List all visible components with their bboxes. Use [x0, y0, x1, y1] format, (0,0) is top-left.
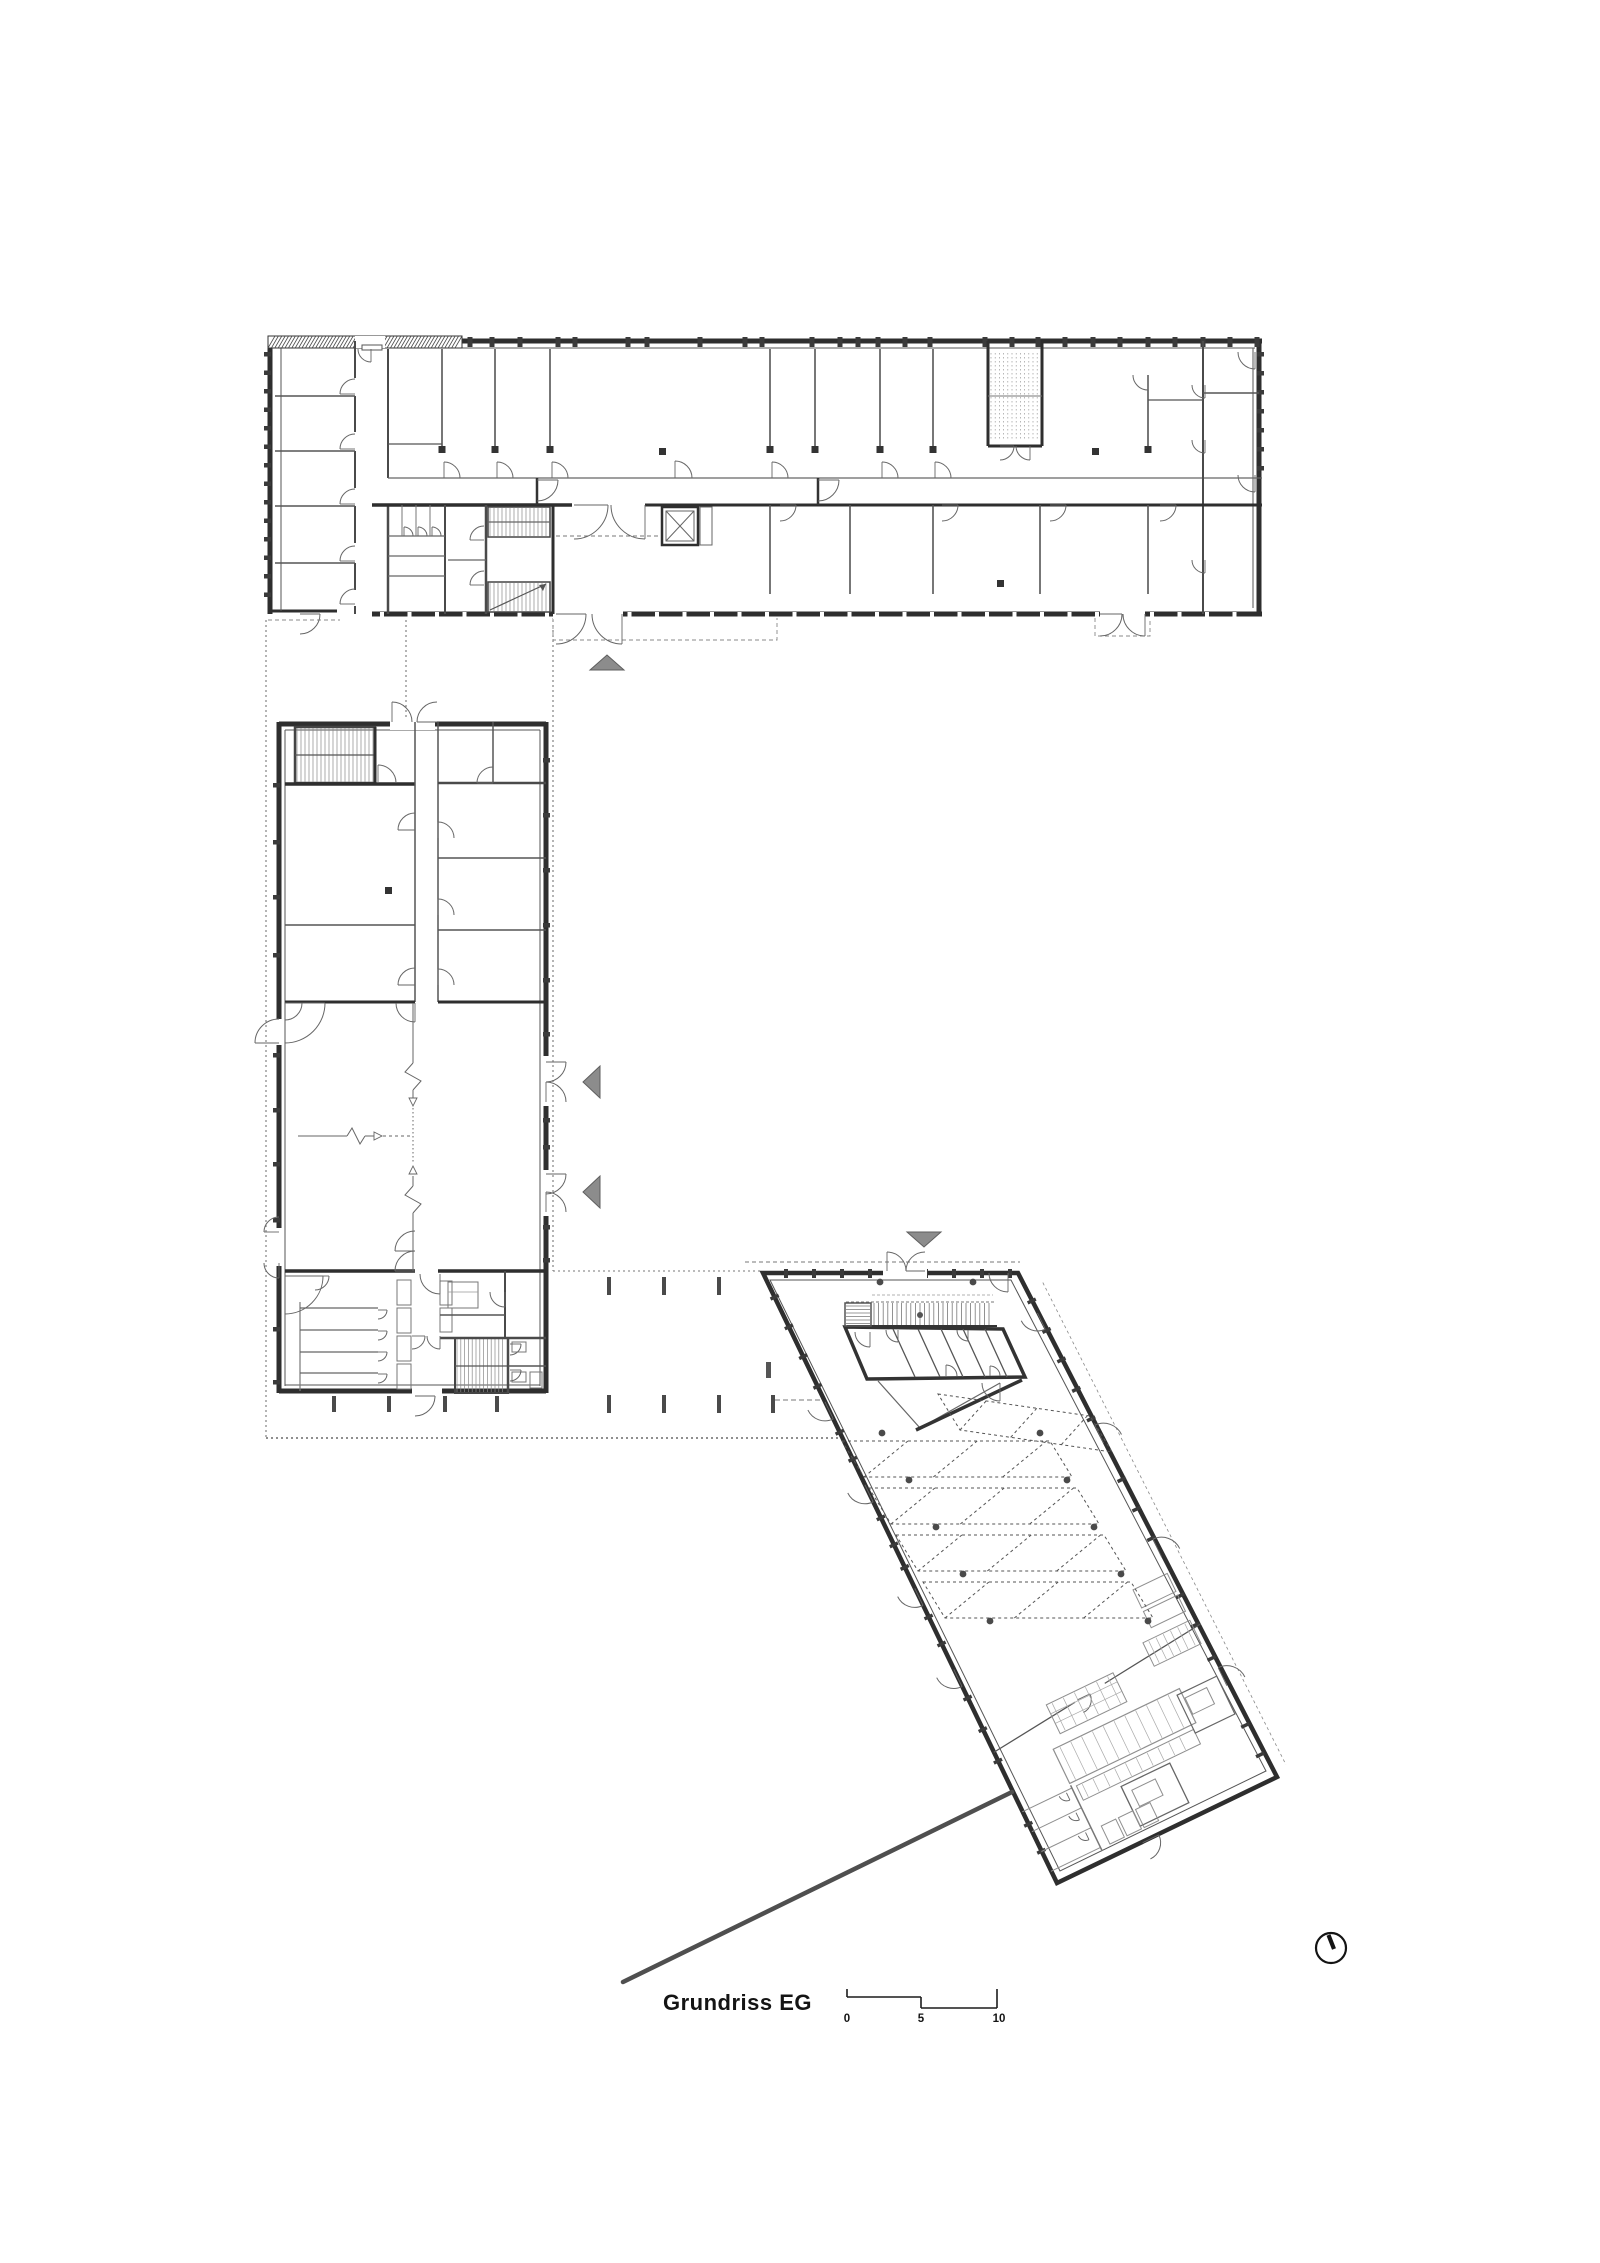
top-wing [264, 336, 1264, 644]
tilted-wing [745, 1183, 1298, 1908]
leader-line [623, 1792, 1012, 1982]
scale-label-10: 10 [992, 2013, 1006, 2025]
scale-bar [847, 1989, 997, 2008]
north-arrow-icon [1316, 1933, 1346, 1963]
scale-label-0: 0 [843, 2013, 851, 2025]
plan-title: Grundriss EG [663, 1990, 813, 2015]
scale-label-5: 5 [917, 2013, 925, 2025]
middle-wing [255, 702, 566, 1416]
annotations-layer [623, 1792, 1346, 2025]
